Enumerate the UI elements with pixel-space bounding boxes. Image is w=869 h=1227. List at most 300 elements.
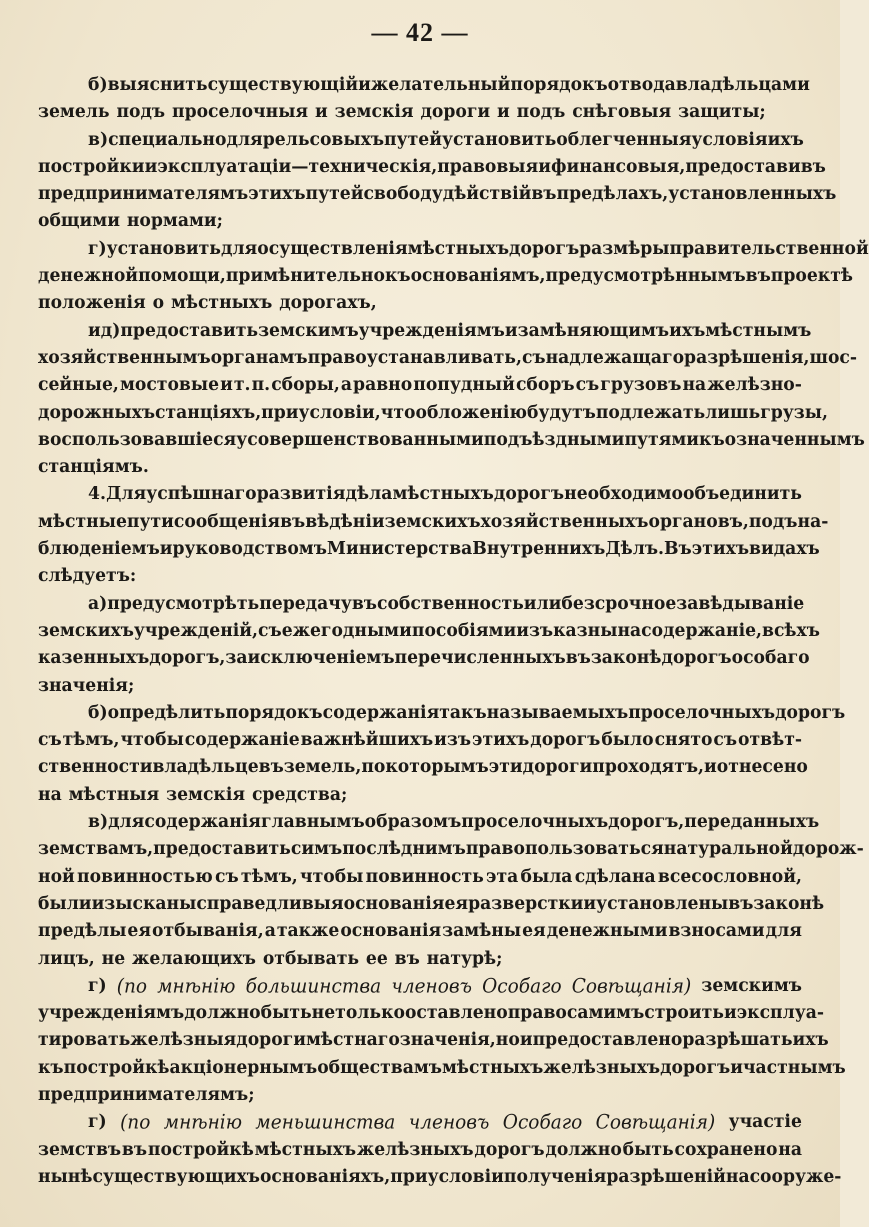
word: мѣстныхъ — [392, 483, 494, 505]
word: успѣшнаго — [146, 483, 257, 505]
word: участіе — [728, 1111, 802, 1133]
word: замѣны — [442, 920, 522, 942]
word: на- — [797, 511, 829, 533]
word: земствъ — [38, 1139, 122, 1161]
word: ежегодными — [281, 620, 412, 642]
word: и — [497, 101, 510, 123]
word: тировать — [38, 1029, 131, 1051]
word: только — [335, 1002, 405, 1024]
word: эти — [488, 756, 523, 778]
word: путей — [384, 129, 442, 151]
word: денежной — [38, 265, 139, 287]
word: и — [538, 156, 551, 178]
word: сохранено — [674, 1139, 778, 1161]
word: рельсовыхъ — [262, 129, 385, 151]
word: подъѣздными — [483, 429, 625, 451]
word: дѣла — [345, 483, 393, 505]
word: ихъ — [669, 320, 706, 342]
word: чтобы — [300, 866, 364, 888]
word: взносами — [668, 920, 765, 942]
word: мѣстнаго — [305, 1029, 400, 1051]
word: постройкѣ — [63, 1057, 170, 1079]
word: самимъ — [566, 1002, 645, 1024]
word: Совѣщанія) — [571, 975, 692, 998]
word: должно — [545, 1139, 622, 1161]
word: владѣльцами — [675, 74, 810, 96]
word: всѣхъ — [762, 620, 820, 642]
word: а — [264, 920, 276, 942]
word: на — [38, 784, 62, 806]
word: предусмотрѣннымъ — [545, 265, 746, 287]
word: предѣлы — [38, 920, 127, 942]
text-line — [38, 1136, 802, 1165]
word: руководствомъ — [172, 538, 327, 560]
word: дорогъ — [493, 483, 565, 505]
word: строить — [644, 1002, 724, 1024]
word: казенныхъ — [38, 647, 150, 669]
word: переданныхъ — [684, 811, 820, 833]
word: нынѣ — [38, 1166, 93, 1188]
word: и — [220, 374, 233, 396]
word: д) — [100, 320, 121, 342]
word: основанія — [340, 920, 442, 942]
text-line — [38, 808, 820, 837]
word: земель, — [283, 756, 362, 778]
word: ной — [38, 866, 75, 888]
text-line — [38, 972, 802, 1001]
word: при — [261, 402, 299, 424]
word: и — [583, 893, 597, 915]
word: основанія — [343, 893, 445, 915]
word: станціяхъ, — [155, 402, 262, 424]
word: казны — [553, 620, 618, 642]
word: органовъ, — [648, 511, 749, 533]
word: быть — [622, 1139, 674, 1161]
word: дорогъ — [661, 647, 732, 669]
word: исключеніемъ — [247, 647, 395, 669]
word: Министерства — [326, 538, 473, 560]
word: къ — [38, 1057, 64, 1079]
word: равно — [353, 374, 413, 396]
text-line — [38, 999, 825, 1028]
word: установить — [441, 129, 557, 151]
text-line — [38, 890, 825, 919]
word: дорогахъ, — [279, 292, 377, 314]
word: въ — [351, 593, 377, 615]
word: земскія — [166, 784, 246, 806]
word: воспользовавшіеся — [38, 429, 237, 451]
text-line — [38, 535, 820, 564]
word: на — [617, 620, 642, 642]
text-line — [38, 1163, 842, 1192]
text-line — [38, 481, 802, 510]
word: будутъ — [527, 402, 596, 424]
word: законѣ — [753, 893, 825, 915]
word: были — [38, 893, 92, 915]
word: нормами; — [126, 210, 223, 232]
word: владѣльцевъ — [152, 756, 284, 778]
word: сборъ — [515, 374, 575, 396]
word: ея — [127, 920, 152, 942]
word: сообщенія — [173, 511, 281, 533]
text-line — [38, 672, 802, 701]
word: положенія — [38, 292, 146, 314]
word: земскихъ — [384, 511, 481, 533]
text-line — [38, 208, 802, 237]
word: и — [315, 101, 328, 123]
word: отбывать — [262, 947, 360, 969]
text-line — [38, 781, 802, 810]
word: отвѣт- — [738, 729, 802, 751]
word: желѣзныхъ — [543, 1057, 661, 1079]
word: содержанія — [322, 702, 440, 724]
word: предусмотрѣть — [107, 593, 260, 615]
word: Совѣщанія) — [595, 1111, 716, 1134]
text-line — [38, 563, 802, 592]
word: акціонернымъ — [169, 1057, 318, 1079]
word: учрежденій, — [133, 620, 259, 642]
word: денежными — [546, 920, 668, 942]
word: и — [144, 156, 158, 178]
word: для — [765, 920, 802, 942]
word: содержаніе — [184, 729, 300, 751]
word: станціямъ. — [38, 456, 149, 478]
word: дороги — [420, 101, 491, 123]
word: сейные, — [38, 374, 119, 396]
body-text — [38, 72, 869, 1191]
word: желающихъ — [132, 947, 256, 969]
word: по — [361, 756, 386, 778]
text-line — [38, 590, 805, 619]
word: на — [725, 1166, 750, 1188]
word: ея — [444, 893, 469, 915]
word: проселочныя — [172, 101, 309, 123]
word: разрѣшеній — [606, 1166, 726, 1188]
word: защиты; — [678, 101, 766, 123]
word: г) — [88, 1111, 107, 1133]
word: земскія — [334, 101, 414, 123]
word: оставлено — [404, 1002, 508, 1024]
word: содержанія — [144, 811, 261, 833]
word: мнѣнію — [163, 1111, 243, 1134]
word: отнесено — [716, 756, 808, 778]
word: сооруже- — [749, 1166, 842, 1188]
text-line — [38, 754, 808, 783]
word: натуральной — [663, 838, 793, 860]
word: лицъ, — [38, 947, 95, 969]
text-line — [38, 153, 826, 182]
word: усовершенствованными — [236, 429, 484, 451]
word: развитія — [256, 483, 346, 505]
word: устанавливать, — [366, 347, 522, 369]
word: проселочныхъ — [628, 702, 776, 724]
word: дороги — [236, 1029, 306, 1051]
word: въ — [121, 1139, 148, 1161]
word: или — [523, 593, 562, 615]
word: земель — [38, 101, 110, 123]
word: надлежащаго — [545, 347, 685, 369]
word: и — [358, 74, 371, 96]
word: въ — [531, 183, 557, 205]
word: объединить — [683, 483, 802, 505]
word: 4. — [88, 483, 106, 505]
word: съ — [521, 347, 546, 369]
word: и — [723, 1002, 737, 1024]
word: для — [220, 238, 258, 260]
word: значенія; — [38, 674, 135, 696]
word: г) — [88, 238, 107, 260]
word: натурѣ; — [426, 947, 503, 969]
text-line — [38, 426, 865, 455]
word: желѣзныхъ — [356, 1139, 474, 1161]
text-line — [38, 262, 853, 291]
word: послѣднимъ — [342, 838, 466, 860]
word: симъ — [290, 838, 343, 860]
word: земскихъ — [38, 620, 134, 642]
word: мнѣнію — [157, 975, 236, 998]
word: и — [730, 1057, 743, 1079]
word: ственности — [38, 756, 153, 778]
word: членовъ — [391, 975, 472, 998]
word: подъ — [116, 101, 166, 123]
word: дорогъ — [509, 238, 580, 260]
word: правовыя — [437, 156, 539, 178]
word: отбыванія, — [152, 920, 264, 942]
word: предпринимателямъ — [38, 183, 249, 205]
word: блюденіемъ — [38, 538, 160, 560]
text-line — [38, 508, 829, 537]
word: существующихъ — [92, 1166, 260, 1188]
text-line — [38, 645, 810, 674]
word: основаніяхъ, — [259, 1166, 391, 1188]
word: постройки — [38, 156, 145, 178]
word: облегченныя — [556, 129, 692, 151]
word: дорогъ — [530, 729, 601, 751]
word: и — [519, 1029, 533, 1051]
word: хозяйственнымъ — [38, 347, 211, 369]
word: (по — [116, 975, 148, 998]
word: и — [88, 320, 101, 342]
word: была — [520, 866, 573, 888]
word: полученія — [503, 1166, 607, 1188]
word: не — [101, 947, 126, 969]
word: въ — [728, 893, 754, 915]
word: Въ — [664, 538, 692, 560]
text-line — [38, 453, 802, 482]
word: земскимъ — [701, 975, 802, 997]
word: проходятъ, — [592, 756, 705, 778]
word: обложенію — [415, 402, 528, 424]
word: ея — [522, 920, 546, 942]
word: мѣстныхъ — [407, 238, 510, 260]
text-line — [38, 317, 812, 346]
word: сборы, — [271, 374, 340, 396]
word: важнѣйшихъ — [300, 729, 434, 751]
word: дорожныхъ — [38, 402, 155, 424]
word: мѣстнымъ — [705, 320, 812, 342]
word: снѣговыя — [572, 101, 672, 123]
word: лишь — [705, 402, 761, 424]
word: б) — [88, 74, 108, 96]
word: путями — [624, 429, 700, 451]
text-line — [38, 918, 802, 947]
word: этихъ — [248, 183, 306, 205]
word: право — [465, 838, 525, 860]
word: замѣняющимъ — [517, 320, 670, 342]
word: право — [507, 1002, 567, 1024]
word: на — [778, 1139, 802, 1161]
word: на — [682, 374, 707, 396]
word: мостовые — [119, 374, 220, 396]
word: изысканы — [91, 893, 197, 915]
word: хозяйственныхъ — [480, 511, 649, 533]
word: необходимо — [564, 483, 683, 505]
word: при — [390, 1166, 428, 1188]
word: Особаго — [482, 975, 562, 998]
word: дорогъ — [660, 1057, 731, 1079]
word: чтобы — [120, 729, 184, 751]
word: изъ — [516, 620, 554, 642]
text-line — [38, 726, 802, 755]
word: съ — [713, 729, 738, 751]
word: желательный — [370, 74, 511, 96]
word: разверстки — [468, 893, 584, 915]
text-line — [38, 617, 820, 646]
word: п. — [251, 374, 271, 396]
word: мѣстныхъ — [441, 1057, 544, 1079]
word: значенія, — [399, 1029, 496, 1051]
word: условіи, — [298, 402, 381, 424]
text-line — [38, 1109, 802, 1138]
word: разрѣшенія, — [684, 347, 810, 369]
word: съ — [575, 374, 600, 396]
word: тѣмъ, — [62, 729, 120, 751]
word: дорож- — [792, 838, 864, 860]
word: этихъ — [691, 538, 750, 560]
text-line — [38, 399, 828, 428]
word: Особаго — [502, 1111, 583, 1134]
word: и — [504, 320, 518, 342]
text-line — [38, 1081, 802, 1110]
word: дорогъ, — [608, 811, 685, 833]
word: размѣры — [579, 238, 670, 260]
text-line — [38, 372, 802, 401]
word: порядокъ — [510, 74, 608, 96]
word: слѣдуетъ: — [38, 565, 137, 587]
word: в) — [88, 811, 109, 833]
text-line — [38, 863, 802, 892]
word: свободу — [363, 183, 443, 205]
word: предѣлахъ, — [556, 183, 669, 205]
word: мѣстныхъ — [170, 292, 273, 314]
word: главнымъ — [261, 811, 365, 833]
text-line — [38, 836, 864, 865]
word: т. — [233, 374, 251, 396]
word: видахъ — [749, 538, 820, 560]
word: мѣстныхъ — [254, 1139, 357, 1161]
text-line — [38, 699, 846, 728]
text-line — [38, 99, 802, 128]
word: а) — [88, 593, 108, 615]
word: грузы, — [760, 402, 828, 424]
word: предоставлено — [532, 1029, 683, 1051]
word: желѣзныя — [130, 1029, 237, 1051]
word: существующій — [207, 74, 359, 96]
word: которымъ — [385, 756, 489, 778]
word: установленныхъ — [668, 183, 837, 205]
word: опредѣлить — [107, 702, 226, 724]
word: желѣзно- — [707, 374, 802, 396]
word: помощи, — [138, 265, 226, 287]
word: предоставивъ — [685, 156, 826, 178]
word: путей — [305, 183, 364, 205]
word: основаніямъ, — [410, 265, 546, 287]
word: специально — [108, 129, 227, 151]
word: повинностью — [77, 866, 213, 888]
word: учрежденіямъ — [358, 320, 505, 342]
word: всесословной, — [657, 866, 802, 888]
word: органамъ — [210, 347, 308, 369]
word: подлежать — [595, 402, 706, 424]
word: постройкѣ — [147, 1139, 254, 1161]
word: тѣмъ, — [240, 866, 298, 888]
word: этихъ — [471, 729, 530, 751]
word: должно — [184, 1002, 261, 1024]
word: называемыхъ — [486, 702, 629, 724]
word: дороги — [522, 756, 593, 778]
word: шос- — [809, 347, 858, 369]
word: ее — [365, 947, 388, 969]
word: также — [276, 920, 340, 942]
word: предоставить — [153, 838, 291, 860]
text-line — [38, 1027, 829, 1056]
word: въ — [745, 265, 771, 287]
word: справедливыя — [196, 893, 344, 915]
word: порядокъ — [225, 702, 323, 724]
word: въ — [565, 647, 591, 669]
word: образомъ — [364, 811, 462, 833]
word: за — [225, 647, 248, 669]
word: условія — [691, 129, 768, 151]
word: учрежденіямъ — [38, 1002, 185, 1024]
word: а — [340, 374, 352, 396]
word: проектѣ — [770, 265, 853, 287]
word: законѣ — [590, 647, 662, 669]
word: финансовыя, — [550, 156, 686, 178]
word: пользоваться — [524, 838, 664, 860]
word: пособіями — [411, 620, 517, 642]
word: но — [495, 1029, 520, 1051]
word: о — [152, 292, 165, 314]
word: Внутреннихъ — [472, 538, 606, 560]
word: содержаніе, — [641, 620, 763, 642]
text-line — [38, 344, 858, 373]
word: къ — [699, 429, 725, 451]
word: установлены — [596, 893, 729, 915]
word: средства; — [251, 784, 348, 806]
word: сдѣлана — [574, 866, 656, 888]
word: вѣдѣніи — [305, 511, 385, 533]
word: завѣдываніе — [676, 593, 805, 615]
word: въ — [394, 947, 420, 969]
text-line — [38, 71, 810, 100]
word: отвода — [607, 74, 676, 96]
word: къ — [384, 265, 411, 287]
word: Дѣлъ. — [605, 538, 665, 560]
word: г) — [88, 975, 107, 997]
word: особаго — [731, 647, 810, 669]
word: съ — [258, 620, 282, 642]
